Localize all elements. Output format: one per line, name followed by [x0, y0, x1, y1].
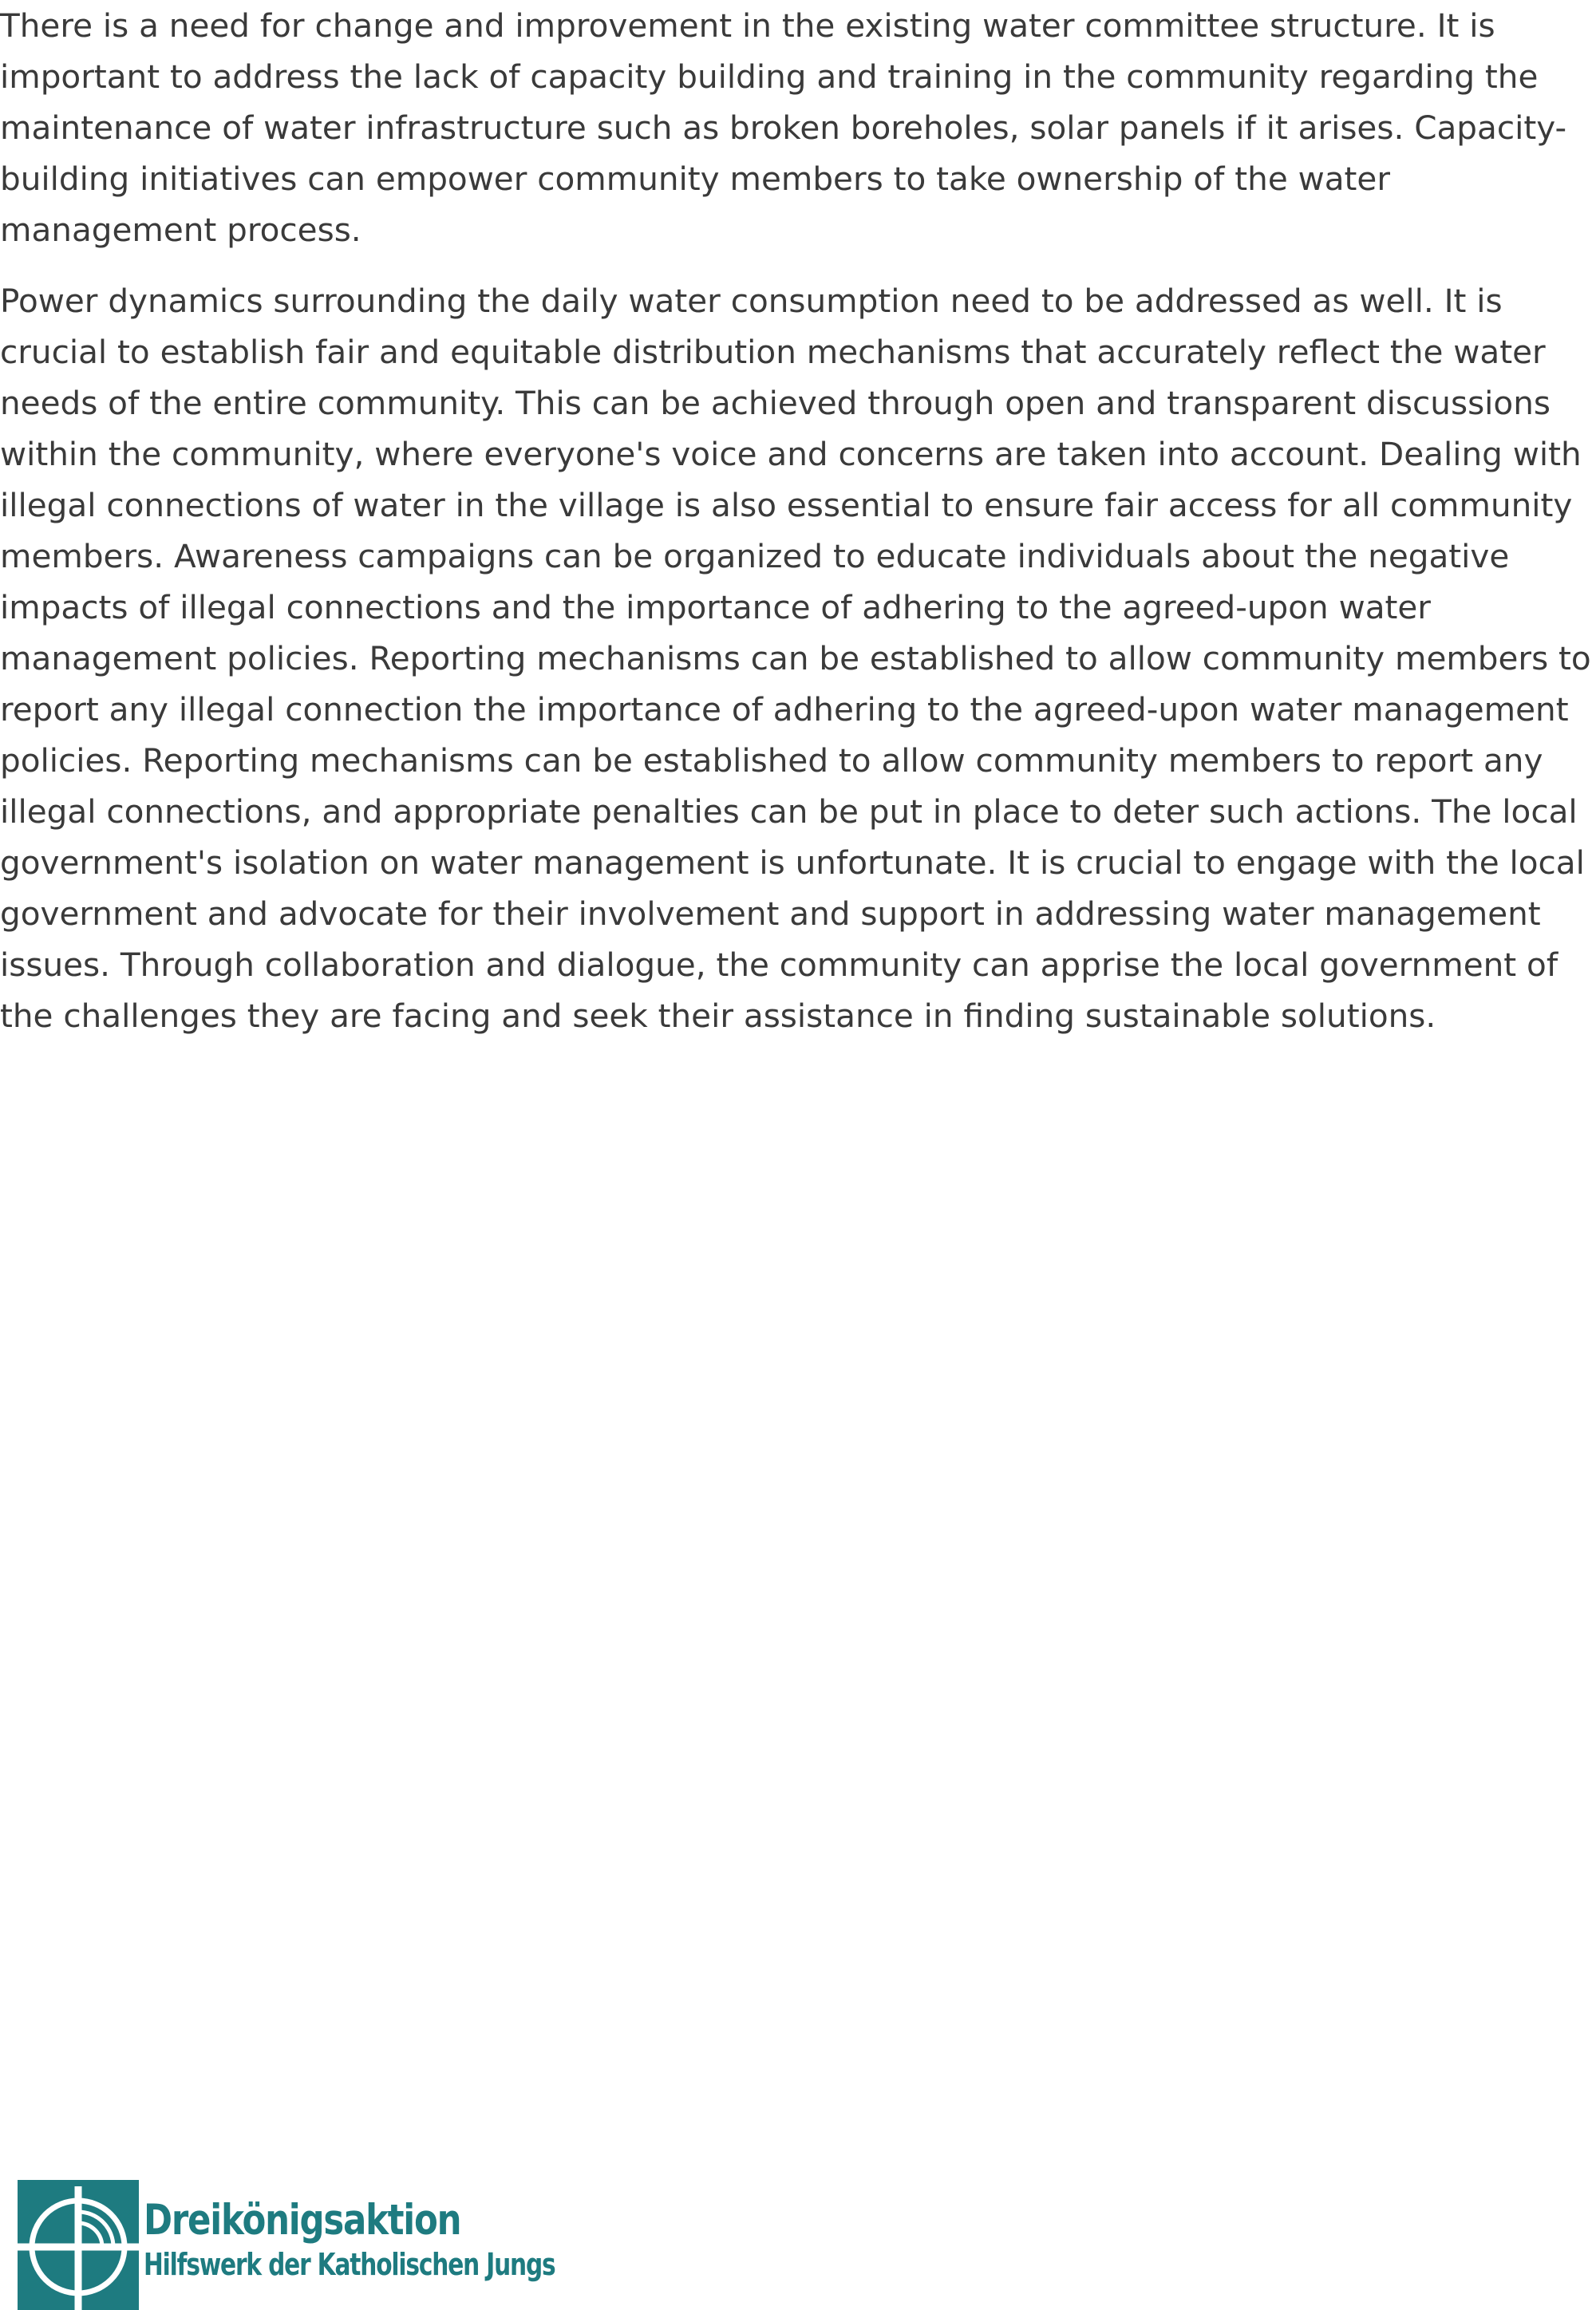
- paragraph-1: There is a need for change and improvement in the existing water committee structure. It is important to address the lack of capacity building and training in the community regarding the maintenance of water infrastructure such as broken boreholes, solar panels if it arises. Capacity-building initiatives can empower community members to take ownership of the water management process.: [0, 6, 1567, 249]
- logo-name: Dreikönigsaktion: [144, 2196, 461, 2245]
- dreikoenigsaktion-logo: [18, 2180, 586, 2310]
- logo-wordmark: [144, 2196, 671, 2284]
- logo-tagline: Hilfswerk der Katholischen Jungs: [144, 2247, 555, 2282]
- paragraph-2: Power dynamics surrounding the daily water consumption need to be addressed as well. It is crucial to establish fair and equitable distribution mechanisms that accurately reflect the water needs of the entire community. This can be achieved through open and transparent discussions within the community, where everyone's voice and concerns are taken into account. Dealing with illegal connections of water in the village is also essential to ensure fair access for all community members. Awareness campaigns can be organized to educate individuals about the negative impacts of illegal connections and the importance of adhering to the agreed-upon water management policies. Reporting mechanisms can be established to allow community members to report any illegal connection the importance of adhering to the agreed-upon water management policies. Reporting mechanisms can be established to allow community members to report any illegal connections, and appropriate penalties can be put in place to deter such actions. The local government's isolation on water management is unfortunate. It is crucial to engage with the local government and advocate for their involvement and support in addressing water management issues. Through collaboration and dialogue, the community can apprise the local government of the challenges they are facing and seek their assistance in finding sustainable solutions.: [0, 282, 1591, 1035]
- body-text: [0, 0, 1596, 1041]
